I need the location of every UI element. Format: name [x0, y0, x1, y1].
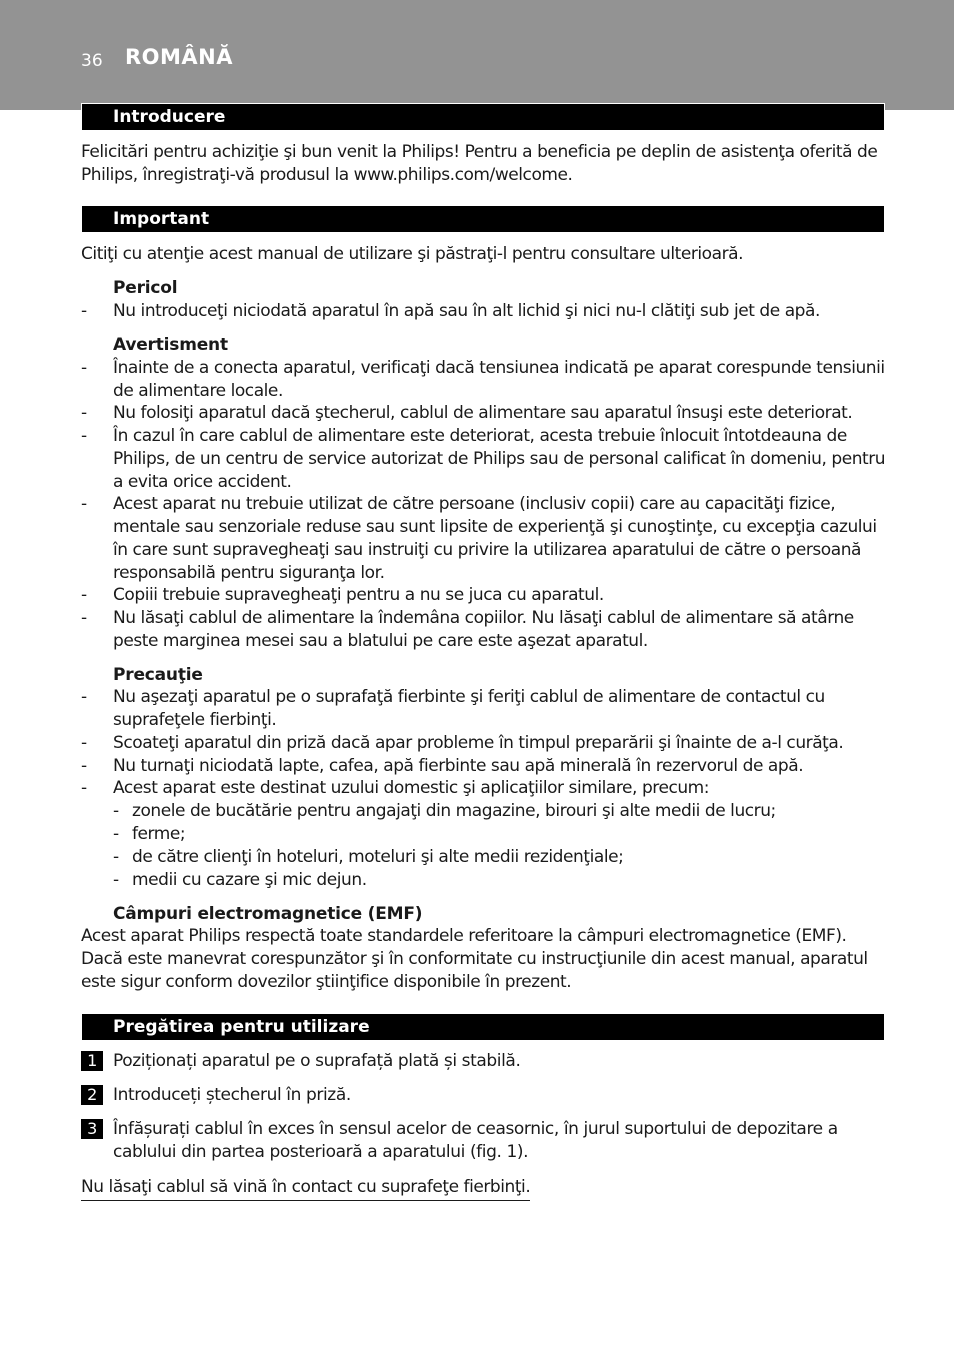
list-item-text: Copiii trebuie supravegheaţi pentru a nu se juca cu aparatul. — [113, 585, 604, 605]
list-dash: - — [81, 778, 87, 798]
page-header-bar — [0, 0, 954, 110]
step-text: Înfășurați cablul în exces în sensul acelor de ceasornic, în jurul suportului de depozitare a cablului din partea posterioară a aparatului (fig. 1). — [113, 1119, 838, 1162]
list-item-text: Înainte de a conecta aparatul, verificaţi dacă tensiunea indicată pe aparat corespunde tensiunii de alimentare locale. — [113, 358, 885, 401]
list-item-text: Nu aşezaţi aparatul pe o suprafaţă fierbinte şi feriţi cablul de alimentare de contactul cu suprafeţele fierbinţi. — [113, 687, 825, 730]
list-dash: - — [81, 733, 87, 753]
list-dash: - — [81, 756, 87, 776]
step-number-badge: 3 — [81, 1119, 103, 1139]
list-item-text: Nu folosiţi aparatul dacă ştecherul, cablul de alimentare sau aparatul însuşi este deteriorat. — [113, 403, 853, 423]
section-title: Pregătirea pentru utilizare — [113, 1017, 370, 1037]
section-heading-introducere — [81, 103, 885, 131]
list-dash: - — [81, 403, 87, 423]
list-dash: - — [81, 301, 87, 321]
list-item-text: Nu lăsaţi cablul de alimentare la îndemâna copiilor. Nu lăsaţi cablul de alimentare să atârne peste marginea mesei sau a blatului pe care este aşezat aparatul. — [113, 608, 854, 651]
language-title: ROMÂNĂ — [125, 45, 233, 69]
nested-list-item-text: medii cu cazare şi mic dejun. — [132, 870, 367, 890]
section-heading-important — [81, 205, 885, 233]
section-title: Introducere — [113, 107, 226, 127]
nested-list-item-text: zonele de bucătărie pentru angajaţi din magazine, birouri şi alte medii de lucru; — [132, 801, 776, 821]
intro-paragraph: Felicitări pentru achiziţie şi bun venit la Philips! Pentru a beneficia pe deplin de asistenţa oferită de Philips, înregistraţi-vă produsul la www.philips.com/welcome. — [81, 142, 878, 185]
step-number-badge: 1 — [81, 1051, 103, 1071]
list-item-text: Scoateţi aparatul din priză dacă apar probleme în timpul preparării şi înainte de a-l curăţa. — [113, 733, 844, 753]
page-number: 36 — [81, 51, 103, 71]
section-title: Important — [113, 209, 210, 229]
list-item-text: Acest aparat nu trebuie utilizat de către persoane (inclusiv copii) care au capacităţi fizice, mentale sau senzoriale reduse sau sunt lipsite de experienţă şi cunoştinţe, cu excepţia cazului în care sunt supravegheaţi sau instruiţi cu privire la utilizarea aparatului de către o persoană responsabilă pentru siguranţa lor. — [113, 494, 877, 583]
list-dash: - — [81, 585, 87, 605]
nested-list-item-text: ferme; — [132, 824, 186, 844]
list-dash: - — [81, 608, 87, 628]
list-dash: - — [81, 687, 87, 707]
list-dash: - — [113, 847, 119, 867]
subheading-emf: Câmpuri electromagnetice (EMF) — [113, 904, 423, 924]
list-dash: - — [113, 824, 119, 844]
list-item-text: Acest aparat este destinat uzului domestic şi aplicaţiilor similare, precum: — [113, 778, 710, 798]
emf-paragraph: Acest aparat Philips respectă toate standardele referitoare la câmpuri electromagnetice (EMF). Dacă este manevrat corespunzător şi în conformitate cu instrucţiunile din acest manual, aparatul este sigur conform dovezilor ştiinţifice disponibile în prezent. — [81, 926, 868, 992]
list-dash: - — [81, 358, 87, 378]
important-paragraph: Citiţi cu atenţie acest manual de utilizare şi păstraţi-l pentru consultare ulterioară. — [81, 244, 744, 264]
list-dash: - — [113, 870, 119, 890]
step-number-badge: 2 — [81, 1085, 103, 1105]
list-item-text: Nu introduceţi niciodată aparatul în apă sau în alt lichid şi nici nu-l clătiţi sub jet de apă. — [113, 301, 820, 321]
subheading-pericol: Pericol — [113, 278, 178, 298]
step-text: Poziționați aparatul pe o suprafață plată și stabilă. — [113, 1051, 521, 1071]
step-text: Introduceți ștecherul în priză. — [113, 1085, 351, 1105]
section-heading-pregatirea — [81, 1013, 885, 1041]
caution-note: Nu lăsaţi cablul să vină în contact cu suprafeţe fierbinţi. — [81, 1176, 530, 1201]
list-item-text: Nu turnaţi niciodată lapte, cafea, apă fierbinte sau apă minerală în rezervorul de apă. — [113, 756, 804, 776]
list-dash: - — [81, 494, 87, 514]
list-item-text: În cazul în care cablul de alimentare este deteriorat, acesta trebuie înlocuit întotdeauna de Philips, de un centru de service autorizat de Philips sau de personal calificat în domeniu, pentru a evita orice accident. — [113, 426, 886, 492]
list-dash: - — [113, 801, 119, 821]
nested-list-item-text: de către clienţi în hoteluri, moteluri şi alte medii rezidenţiale; — [132, 847, 624, 867]
subheading-precautie: Precauţie — [113, 665, 203, 685]
subheading-avertisment: Avertisment — [113, 335, 228, 355]
list-dash: - — [81, 426, 87, 446]
